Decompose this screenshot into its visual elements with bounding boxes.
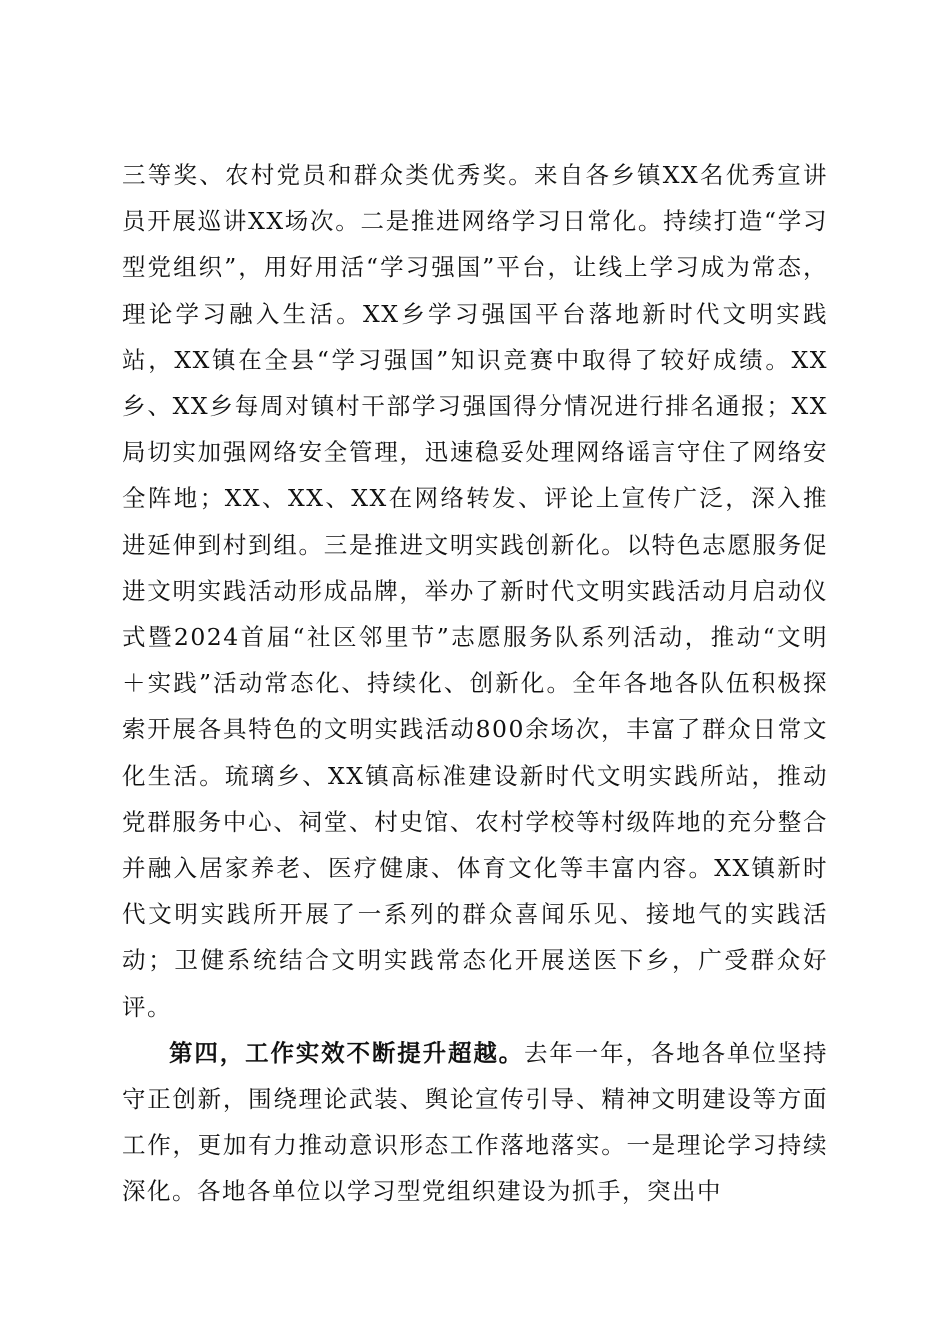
paragraph-2 xyxy=(122,1030,828,1215)
section-heading: 第四，工作实效不断提升超越。 xyxy=(169,1038,525,1067)
paragraph-2-body: 去年一年，各地各单位坚持守正创新，围绕理论武装、舆论宣传引导、精神文明建设等方面工作，更加有力推动意识形态工作落地落实。一是理论学习持续深化。各地各单位以学习型党组织建设为抓手，突出中 xyxy=(122,1038,829,1206)
document-body xyxy=(122,152,828,1215)
paragraph-1: 三等奖、农村党员和群众类优秀奖。来自各乡镇XX名优秀宣讲员开展巡讲XX场次。二是推进网络学习日常化。持续打造“学习型党组织”，用好用活“学习强国”平台，让线上学习成为常态，理论学习融入生活。XX乡学习强国平台落地新时代文明实践站，XX镇在全县“学习强国”知识竞赛中取得了较好成绩。XX乡、XX乡每周对镇村干部学习强国得分情况进行排名通报；XX局切实加强网络安全管理，迅速稳妥处理网络谣言守住了网络安全阵地；XX、XX、XX在网络转发、评论上宣传广泛，深入推进延伸到村到组。三是推进文明实践创新化。以特色志愿服务促进文明实践活动形成品牌，举办了新时代文明实践活动月启动仪式暨2024首届“社区邻里节”志愿服务队系列活动，推动“文明＋实践”活动常态化、持续化、创新化。全年各地各队伍积极探索开展各具特色的文明实践活动800余场次，丰富了群众日常文化生活。琉璃乡、XX镇高标准建设新时代文明实践所站，推动党群服务中心、祠堂、村史馆、农村学校等村级阵地的充分整合并融入居家养老、医疗健康、体育文化等丰富内容。XX镇新时代文明实践所开展了一系列的群众喜闻乐见、接地气的实践活动；卫健系统结合文明实践常态化开展送医下乡，广受群众好评。 xyxy=(122,161,828,1021)
